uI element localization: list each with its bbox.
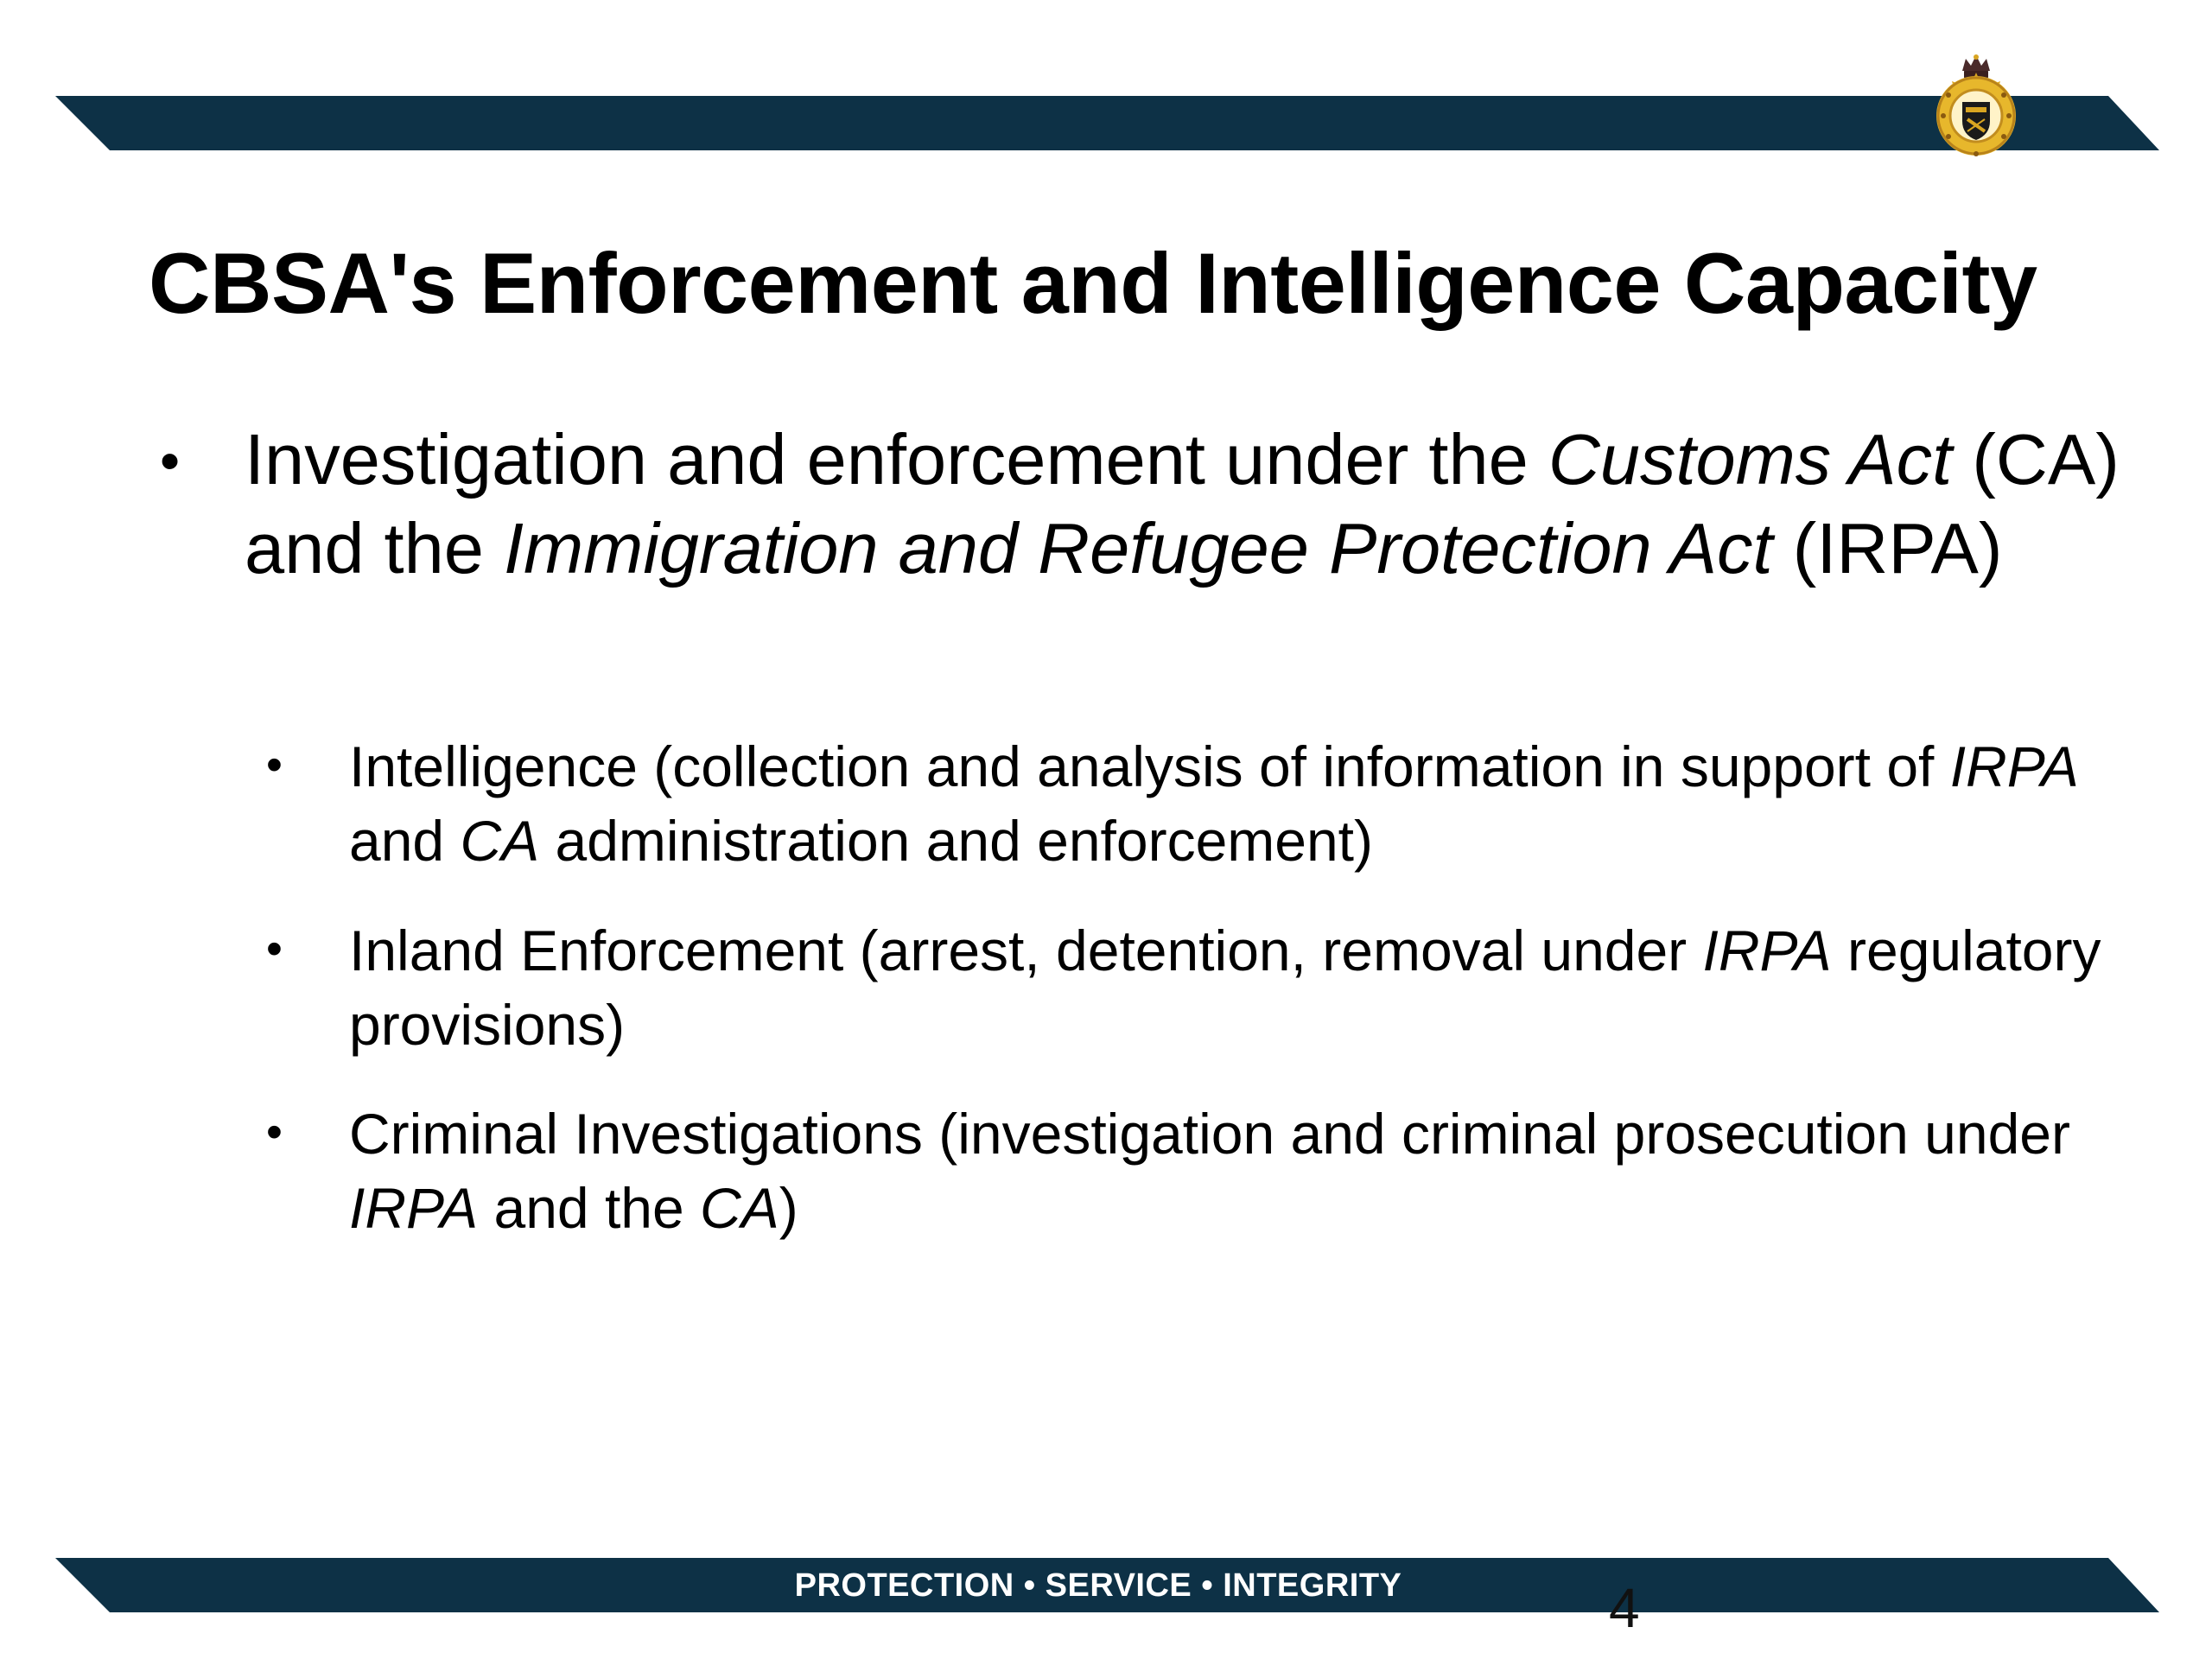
sub-bullet-marker: • xyxy=(266,739,283,791)
sub-bullet-inland-enforcement: Inland Enforcement (arrest, detention, removal under IRPA regulatory provisions) xyxy=(349,918,2101,1057)
sub-bullet-marker: • xyxy=(266,923,283,975)
cbsa-seal-icon xyxy=(1923,54,2030,169)
footer-motto: PROTECTION • SERVICE • INTEGRITY xyxy=(794,1567,1402,1604)
sub-bullet-intelligence: Intelligence (collection and analysis of information in support of IRPA and CA administration and enforcement) xyxy=(349,734,2079,873)
page-number: 4 xyxy=(1609,1577,1640,1639)
slide-title: CBSA's Enforcement and Intelligence Capacity xyxy=(149,235,2037,331)
sub-bullet-marker: • xyxy=(266,1106,283,1158)
top-band xyxy=(0,0,2212,173)
bullet-marker: • xyxy=(160,429,181,493)
sub-bullet-criminal-investigations: Criminal Investigations (investigation and criminal prosecution under IRPA and the CA) xyxy=(349,1102,2070,1240)
main-bullet-text: Investigation and enforcement under the Customs Act (CA) and the Immigration and Refugee Protection Act (IRPA) xyxy=(245,419,2120,588)
